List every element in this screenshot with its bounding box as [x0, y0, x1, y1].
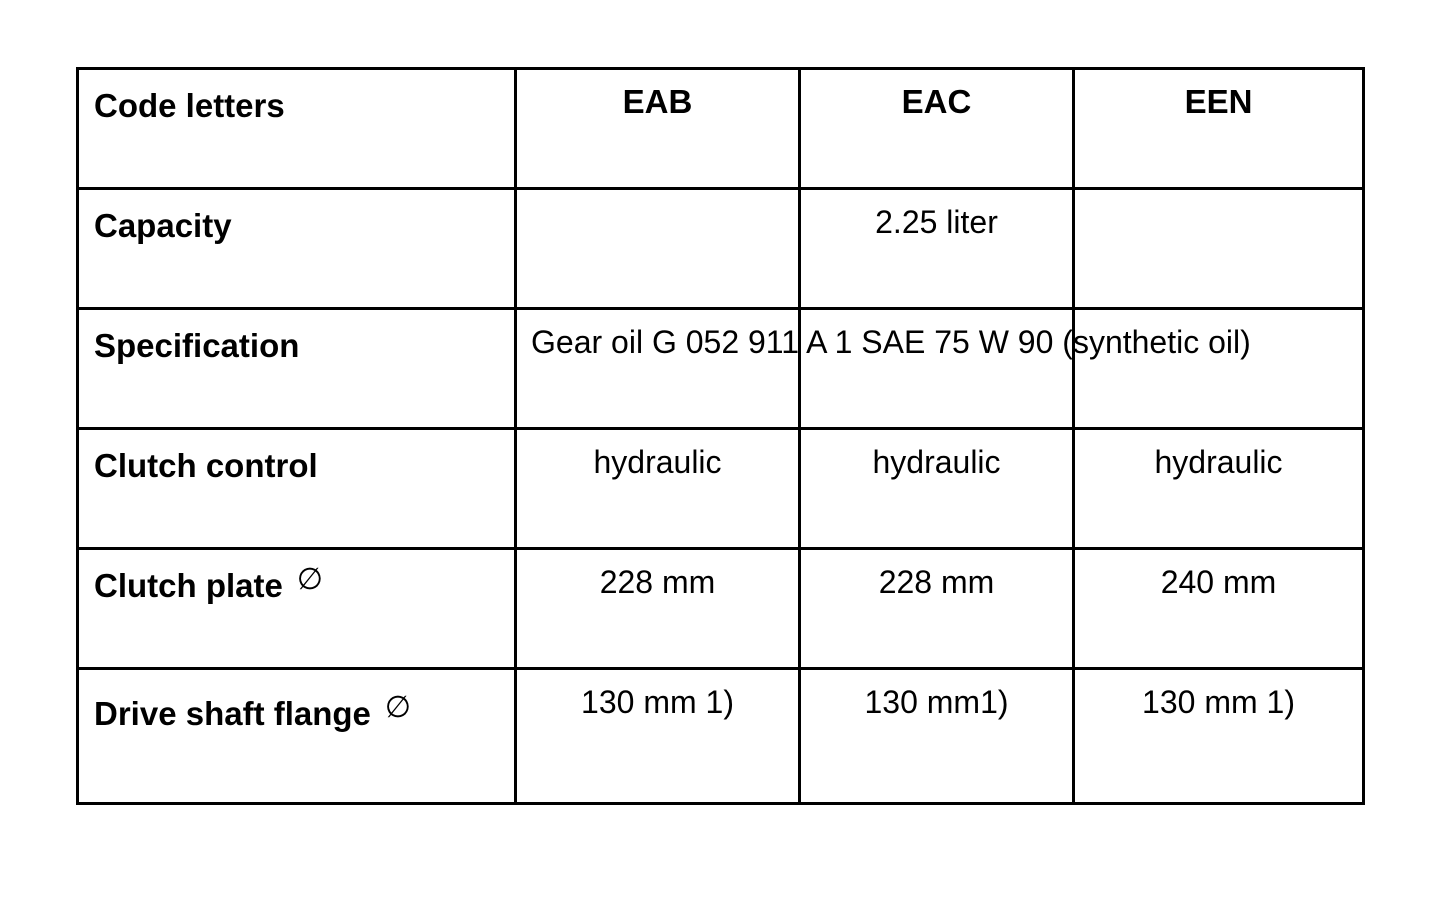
- clutch-control-eab: hydraulic: [593, 444, 722, 480]
- clutch-plate-eab: 228 mm: [599, 564, 716, 600]
- clutch-plate-cell-eac: [800, 549, 1074, 669]
- diameter-icon: ∅: [296, 563, 323, 596]
- diameter-icon: ∅: [384, 691, 412, 724]
- drive-shaft-flange-label: Drive shaft flange: [94, 695, 371, 732]
- specification-label: Specification: [94, 327, 300, 364]
- row-label-cell: [78, 189, 516, 309]
- clutch-plate-een: 240 mm: [1160, 564, 1277, 600]
- specification-table: [76, 67, 1365, 805]
- drive-shaft-flange-cell-eab: [516, 669, 800, 804]
- row-label-cell: [78, 309, 516, 429]
- clutch-plate-label-wrap: [79, 550, 514, 606]
- header-cell-een: [1074, 69, 1364, 189]
- capacity-label: Capacity: [94, 207, 232, 244]
- code-een: EEN: [1184, 83, 1253, 120]
- clutch-plate-label: Clutch plate: [94, 567, 283, 604]
- capacity-cell-eab: [516, 189, 800, 309]
- code-eac: EAC: [901, 83, 972, 120]
- specification-value: Gear oil G 052 911 A 1 SAE 75 W 90 (synthetic oil): [531, 324, 1251, 360]
- table-row-drive-shaft-flange: [78, 669, 1364, 804]
- row-label-cell: [78, 549, 516, 669]
- clutch-plate-cell-een: [1074, 549, 1364, 669]
- clutch-control-cell-eac: [800, 429, 1074, 549]
- drive-shaft-flange-label-wrap: [79, 670, 514, 734]
- table-row-specification: [78, 309, 1364, 429]
- clutch-plate-cell-eab: [516, 549, 800, 669]
- row-label-cell: [78, 669, 516, 804]
- clutch-plate-eac: 228 mm: [878, 564, 995, 600]
- row-label-cell: [78, 429, 516, 549]
- header-cell-eac: [800, 69, 1074, 189]
- drive-shaft-flange-cell-eac: [800, 669, 1074, 804]
- row-label-cell: [78, 69, 516, 189]
- clutch-control-cell-een: [1074, 429, 1364, 549]
- clutch-control-label: Clutch control: [94, 447, 318, 484]
- specification-value-cell: [516, 309, 1364, 429]
- table-row-code-letters: [78, 69, 1364, 189]
- drive-shaft-flange-een: 130 mm 1): [1142, 684, 1295, 720]
- capacity-value: 2.25 liter: [875, 204, 998, 240]
- table-row-clutch-control: [78, 429, 1364, 549]
- clutch-control-cell-eab: [516, 429, 800, 549]
- capacity-cell-eac: [800, 189, 1074, 309]
- clutch-control-een: hydraulic: [1154, 444, 1283, 480]
- clutch-control-eac: hydraulic: [872, 444, 1001, 480]
- header-cell-eab: [516, 69, 800, 189]
- drive-shaft-flange-eac: 130 mm1): [864, 684, 1009, 720]
- code-eab: EAB: [622, 83, 693, 120]
- drive-shaft-flange-cell-een: [1074, 669, 1364, 804]
- drive-shaft-flange-eab: 130 mm 1): [581, 684, 734, 720]
- code-letters-label: Code letters: [94, 87, 285, 124]
- table-row-clutch-plate: [78, 549, 1364, 669]
- capacity-cell-een: [1074, 189, 1364, 309]
- table-row-capacity: [78, 189, 1364, 309]
